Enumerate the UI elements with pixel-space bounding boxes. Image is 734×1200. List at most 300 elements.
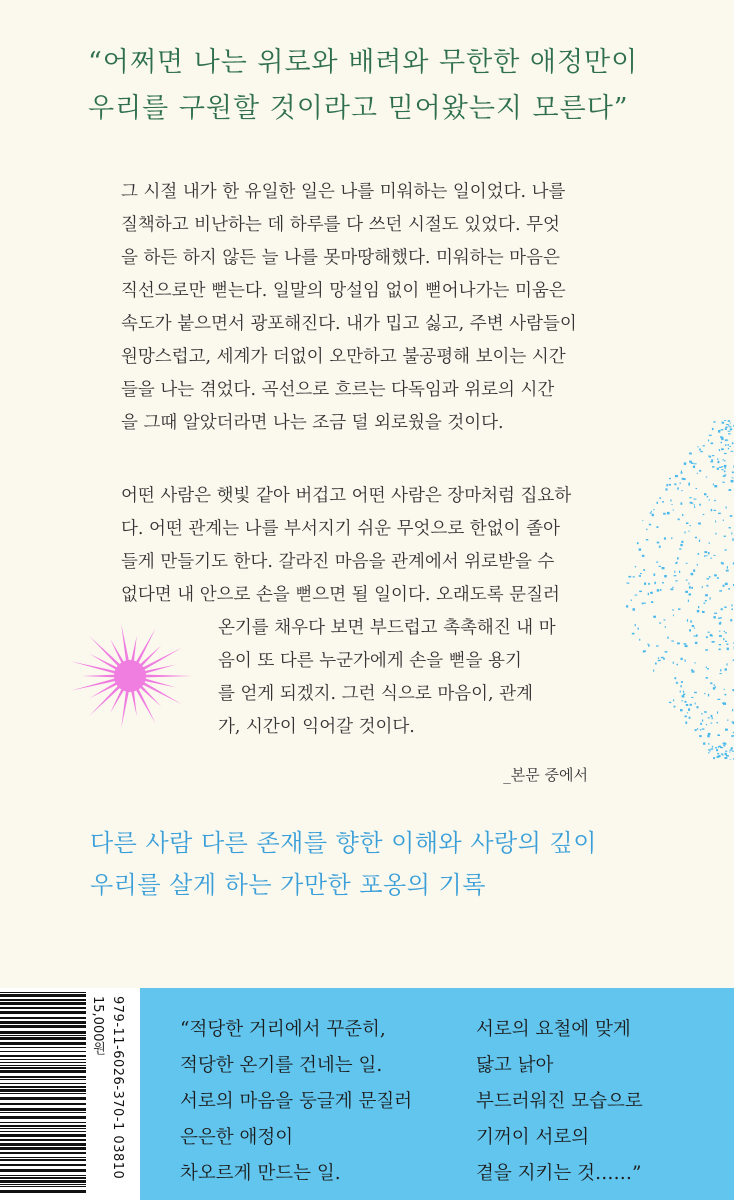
speckle bbox=[658, 657, 659, 659]
speckle bbox=[685, 716, 687, 718]
barcode-bar bbox=[0, 1152, 86, 1154]
speckle bbox=[719, 467, 721, 468]
excerpt-line: 들을 나는 겪었다. 곡선으로 흐르는 다독임과 위로의 시간 bbox=[121, 380, 555, 400]
speckle bbox=[689, 629, 691, 631]
speckle bbox=[674, 483, 676, 485]
speckle bbox=[706, 477, 707, 478]
barcode-bar bbox=[0, 1059, 86, 1060]
speckle bbox=[680, 544, 682, 546]
barcode-bar bbox=[0, 1011, 86, 1014]
speckle bbox=[728, 448, 729, 450]
speckle bbox=[719, 631, 720, 632]
speckle bbox=[694, 463, 697, 464]
barcode-bar bbox=[0, 1122, 86, 1123]
speckle bbox=[675, 580, 677, 581]
speckle bbox=[632, 633, 635, 635]
speckle bbox=[719, 746, 722, 748]
barcode-bar bbox=[0, 1131, 86, 1132]
speckle bbox=[731, 532, 732, 534]
barcode-bar bbox=[0, 1157, 86, 1158]
speckle bbox=[651, 511, 652, 513]
speckle bbox=[708, 632, 710, 633]
speckle bbox=[676, 682, 678, 683]
speckle bbox=[719, 449, 720, 451]
speckle bbox=[705, 649, 708, 651]
speckle bbox=[715, 747, 717, 749]
speckle bbox=[728, 431, 731, 432]
speckle bbox=[690, 704, 692, 706]
speckle bbox=[707, 668, 709, 670]
speckle bbox=[689, 583, 690, 585]
speckle bbox=[727, 440, 728, 441]
speckle bbox=[675, 475, 678, 477]
speckle bbox=[685, 722, 687, 724]
speckle bbox=[708, 752, 710, 753]
speckle bbox=[725, 729, 728, 731]
speckle bbox=[721, 429, 724, 430]
speckle bbox=[726, 755, 729, 757]
speckle bbox=[699, 540, 700, 542]
speckle bbox=[712, 746, 713, 748]
speckle bbox=[709, 435, 712, 436]
speckle bbox=[709, 576, 711, 578]
speckle bbox=[717, 734, 720, 736]
band-line: 서로의 마음을 둥글게 문질러 bbox=[180, 1091, 413, 1112]
speckle bbox=[689, 461, 692, 463]
speckle bbox=[721, 608, 723, 610]
speckle bbox=[710, 682, 712, 684]
speckle bbox=[714, 485, 717, 487]
barcode-bar bbox=[0, 1186, 86, 1187]
barcode-bar bbox=[0, 999, 86, 1001]
speckle bbox=[685, 660, 686, 662]
speckle bbox=[684, 532, 685, 534]
speckle bbox=[724, 631, 725, 633]
speckle bbox=[730, 428, 732, 430]
speckle bbox=[635, 624, 636, 626]
speckle bbox=[642, 555, 645, 557]
excerpt-line: 질책하고 비난하는 데 하루를 다 쓰던 시절도 있었다. 무엇 bbox=[121, 215, 560, 235]
barcode-bar bbox=[0, 1062, 86, 1063]
barcode-bar bbox=[0, 1089, 86, 1092]
speckle bbox=[711, 443, 714, 445]
speckle bbox=[691, 587, 693, 589]
speckle bbox=[665, 488, 667, 490]
speckle bbox=[725, 427, 726, 429]
speckle bbox=[681, 658, 683, 660]
speckle bbox=[728, 420, 730, 422]
speckle bbox=[639, 639, 640, 641]
speckle bbox=[706, 667, 707, 669]
speckle bbox=[732, 538, 734, 540]
speckle bbox=[690, 525, 692, 526]
speckle bbox=[730, 619, 732, 621]
speckle bbox=[695, 642, 698, 644]
speckle bbox=[723, 585, 725, 587]
speckle bbox=[679, 548, 681, 549]
speckle bbox=[698, 523, 701, 525]
barcode-bar bbox=[0, 1184, 86, 1185]
speckle bbox=[730, 760, 732, 761]
speckle bbox=[706, 724, 707, 725]
barcode-bar bbox=[0, 1042, 86, 1045]
speckle bbox=[679, 571, 680, 573]
speckle bbox=[723, 475, 726, 477]
speckle bbox=[726, 644, 728, 645]
speckle bbox=[714, 500, 716, 501]
barcode-bar bbox=[0, 1079, 86, 1080]
speckle bbox=[652, 514, 654, 517]
speckle bbox=[671, 537, 672, 539]
speckle bbox=[690, 502, 692, 504]
speckle bbox=[671, 504, 672, 505]
barcode-bar bbox=[0, 1007, 86, 1009]
speckle bbox=[640, 573, 642, 574]
barcode-bar bbox=[0, 1055, 86, 1057]
speckle bbox=[681, 541, 683, 543]
speckle bbox=[724, 471, 726, 473]
speckle bbox=[707, 578, 710, 579]
speckle bbox=[724, 420, 726, 421]
speckle bbox=[730, 422, 731, 423]
speckle bbox=[714, 684, 715, 686]
excerpt-line: 가, 시간이 익어갈 것이다. bbox=[218, 717, 415, 737]
speckle bbox=[650, 592, 652, 594]
excerpt-line: 원망스럽고, 세계가 더없이 오만하고 불공평해 보이는 시간 bbox=[121, 347, 566, 367]
speckle bbox=[732, 477, 733, 478]
band-line: 닳고 낡아 bbox=[476, 1055, 554, 1076]
speckle bbox=[711, 459, 713, 461]
speckle bbox=[673, 662, 674, 664]
speckle bbox=[689, 593, 692, 595]
speckle bbox=[689, 586, 691, 588]
speckle bbox=[691, 573, 694, 576]
speckle bbox=[670, 588, 673, 590]
speckle bbox=[707, 585, 709, 587]
speckle bbox=[702, 611, 705, 613]
speckle bbox=[725, 439, 727, 441]
speckle bbox=[646, 529, 647, 530]
barcode-bar bbox=[0, 1169, 86, 1172]
barcode-bar bbox=[0, 1103, 86, 1105]
speckle bbox=[648, 645, 650, 647]
speckle bbox=[703, 742, 705, 744]
speckle bbox=[637, 542, 639, 544]
speckle bbox=[706, 677, 708, 679]
speckle bbox=[730, 515, 733, 517]
speckle bbox=[700, 723, 702, 725]
speckle bbox=[657, 542, 660, 544]
speckle bbox=[723, 638, 724, 640]
speckle bbox=[710, 558, 712, 559]
excerpt-line: 없다면 내 안으로 손을 뻗으면 될 일이다. 오래도록 문질러 bbox=[121, 585, 560, 605]
band-line: 은은한 애정이 bbox=[180, 1127, 294, 1148]
speckle bbox=[656, 562, 658, 563]
speckle bbox=[682, 695, 685, 697]
speckle bbox=[725, 694, 727, 696]
barcode-bar bbox=[0, 1065, 86, 1066]
speckle bbox=[701, 713, 703, 714]
speckle bbox=[633, 576, 635, 577]
barcode-bar bbox=[0, 1025, 86, 1028]
speckle bbox=[659, 623, 661, 624]
speckle bbox=[678, 608, 681, 610]
speckle bbox=[722, 469, 724, 470]
speckle bbox=[705, 594, 708, 596]
excerpt-source: _본문 중에서 bbox=[503, 766, 588, 784]
speckle bbox=[712, 428, 714, 430]
speckle bbox=[651, 601, 653, 603]
speckle bbox=[663, 513, 666, 515]
speckle bbox=[697, 728, 698, 730]
excerpt-line: 다. 어떤 관계는 나를 부서지기 쉬운 무엇으로 한없이 졸아 bbox=[121, 519, 560, 539]
speckle bbox=[697, 473, 698, 474]
speckle bbox=[688, 484, 690, 486]
speckle bbox=[715, 533, 716, 535]
speckle bbox=[699, 504, 701, 506]
speckle bbox=[729, 751, 730, 752]
speckle bbox=[709, 499, 710, 500]
speckle bbox=[687, 712, 688, 713]
speckle bbox=[725, 549, 727, 550]
speckle bbox=[674, 575, 677, 576]
speckle bbox=[669, 478, 671, 479]
speckle bbox=[708, 694, 709, 697]
speckle bbox=[681, 681, 683, 683]
barcode-bar bbox=[0, 1086, 86, 1088]
speckle bbox=[708, 717, 710, 718]
pink-starburst-icon bbox=[60, 616, 200, 736]
speckle bbox=[674, 706, 676, 708]
speckle bbox=[713, 616, 715, 618]
speckle bbox=[721, 442, 723, 443]
speckle bbox=[639, 591, 642, 593]
band-line: 곁을 지키는 것……” bbox=[476, 1163, 642, 1184]
speckle bbox=[726, 751, 727, 752]
speckle bbox=[725, 583, 728, 585]
speckle bbox=[717, 753, 719, 755]
speckle bbox=[688, 708, 690, 710]
speckle bbox=[694, 692, 697, 693]
speckle bbox=[715, 521, 716, 523]
speckle bbox=[728, 433, 731, 434]
speckle bbox=[717, 458, 718, 460]
speckle bbox=[720, 617, 722, 618]
barcode-bar bbox=[0, 1143, 86, 1146]
speckle bbox=[672, 587, 673, 588]
speckle bbox=[717, 577, 719, 579]
speckle bbox=[659, 497, 661, 499]
speckle bbox=[678, 519, 680, 521]
speckle bbox=[664, 537, 666, 539]
speckle bbox=[657, 502, 659, 504]
speckle bbox=[693, 569, 695, 571]
excerpt-line: 온기를 채우다 보면 부드럽고 촉촉해진 내 마 bbox=[218, 618, 556, 638]
speckle bbox=[697, 564, 698, 566]
speckle bbox=[682, 700, 683, 702]
speckle bbox=[693, 499, 696, 500]
speckle bbox=[710, 461, 713, 462]
band-line: 부드러워진 모습으로 bbox=[476, 1091, 643, 1112]
speckle bbox=[699, 470, 701, 472]
barcode-bar bbox=[0, 1021, 86, 1024]
speckle bbox=[696, 634, 698, 636]
speckle bbox=[732, 709, 733, 711]
speckle bbox=[731, 747, 733, 749]
speckle bbox=[724, 460, 726, 461]
speckle bbox=[724, 453, 727, 454]
barcode-bar bbox=[0, 1070, 86, 1073]
speckle bbox=[685, 591, 688, 593]
speckle bbox=[684, 462, 686, 465]
speckle bbox=[667, 637, 668, 639]
speckle bbox=[708, 733, 711, 735]
speckle bbox=[677, 557, 679, 559]
barcode-bar bbox=[0, 1139, 86, 1141]
speckle bbox=[686, 522, 688, 524]
speckle bbox=[718, 432, 720, 433]
speckle bbox=[691, 697, 693, 698]
speckle bbox=[703, 445, 705, 446]
barcode-bar bbox=[0, 1159, 86, 1161]
speckle bbox=[730, 749, 732, 750]
speckle bbox=[727, 648, 729, 651]
speckle bbox=[703, 514, 705, 515]
speckle bbox=[689, 453, 692, 455]
speckle bbox=[719, 649, 721, 651]
speckle bbox=[648, 593, 649, 595]
speckle bbox=[661, 657, 664, 658]
band-quote-right bbox=[476, 1012, 643, 1192]
speckle bbox=[665, 651, 668, 653]
barcode-bar bbox=[0, 1147, 86, 1150]
tagline bbox=[90, 822, 690, 906]
speckle bbox=[650, 512, 652, 513]
speckle bbox=[722, 422, 725, 424]
speckle bbox=[702, 586, 703, 588]
speckle bbox=[666, 484, 668, 486]
speckle bbox=[672, 609, 673, 611]
speckle bbox=[697, 610, 700, 613]
speckle bbox=[689, 497, 691, 498]
speckle bbox=[708, 440, 709, 442]
barcode-bar bbox=[0, 1093, 86, 1094]
speckle bbox=[698, 553, 700, 555]
barcode-bar bbox=[0, 1083, 86, 1084]
speckle bbox=[725, 632, 727, 633]
speckle bbox=[655, 663, 657, 665]
speckle bbox=[721, 753, 723, 754]
band-line: 서로의 요철에 맞게 bbox=[476, 1019, 631, 1040]
speckle bbox=[726, 506, 727, 508]
speckle bbox=[727, 566, 728, 568]
speckle bbox=[724, 757, 727, 759]
speckle bbox=[659, 566, 662, 567]
speckle bbox=[719, 635, 722, 637]
speckle bbox=[731, 451, 734, 452]
speckle bbox=[700, 451, 703, 452]
speckle bbox=[702, 720, 703, 722]
speckle bbox=[684, 701, 686, 703]
speckle bbox=[713, 421, 715, 422]
speckle bbox=[683, 694, 685, 695]
speckle bbox=[654, 574, 656, 576]
speckle bbox=[647, 644, 648, 645]
excerpt-line: 를 얻게 되겠지. 그런 식으로 마음이, 관계 bbox=[218, 684, 533, 704]
speckle bbox=[642, 603, 644, 605]
speckle bbox=[654, 582, 656, 585]
speckle bbox=[681, 490, 682, 491]
barcode-bar bbox=[0, 1190, 86, 1193]
speckle bbox=[638, 628, 639, 630]
speckle bbox=[708, 743, 709, 745]
barcode-bar bbox=[0, 1031, 86, 1034]
speckle bbox=[626, 605, 628, 607]
speckle bbox=[681, 471, 682, 473]
speckle bbox=[724, 536, 726, 537]
speckle bbox=[673, 615, 674, 617]
speckle bbox=[680, 685, 681, 687]
speckle bbox=[667, 512, 670, 515]
speckle bbox=[712, 455, 715, 456]
speckle bbox=[669, 702, 672, 703]
speckle bbox=[723, 743, 725, 745]
speckle bbox=[719, 644, 721, 645]
speckle bbox=[694, 662, 696, 663]
barcode-bar bbox=[0, 1002, 86, 1005]
speckle bbox=[627, 583, 630, 584]
speckle bbox=[721, 448, 724, 450]
speckle bbox=[653, 616, 656, 618]
speckle bbox=[725, 753, 727, 755]
tagline-line-2: 우리를 살게 하는 가만한 포옹의 기록 bbox=[90, 871, 486, 899]
speckle bbox=[670, 500, 671, 502]
speckle bbox=[693, 466, 695, 468]
excerpt-line: 속도가 붙으면서 광포해진다. 내가 밉고 싫고, 주변 사람들이 bbox=[121, 314, 577, 334]
speckle bbox=[683, 478, 686, 480]
speckle bbox=[660, 589, 662, 591]
speckle bbox=[686, 580, 688, 581]
speckle bbox=[714, 510, 717, 511]
barcode-bar bbox=[0, 1067, 86, 1069]
speckle bbox=[717, 722, 719, 723]
speckle bbox=[648, 583, 650, 585]
barcode-bar bbox=[0, 1175, 86, 1176]
speckle bbox=[704, 493, 706, 495]
speckle bbox=[710, 635, 713, 637]
speckle bbox=[682, 514, 683, 516]
speckle bbox=[676, 562, 678, 563]
excerpt-line: 직선으로만 뻗는다. 일말의 망설임 없이 뻗어나가는 미움은 bbox=[121, 281, 566, 301]
speckle bbox=[708, 749, 710, 750]
speckle bbox=[724, 689, 725, 690]
speckle bbox=[699, 735, 702, 737]
barcode-bar bbox=[0, 1128, 86, 1129]
speckle bbox=[677, 664, 679, 666]
speckle bbox=[731, 609, 733, 611]
barcode-bar bbox=[0, 1125, 86, 1127]
speckle bbox=[643, 603, 646, 604]
speckle bbox=[673, 700, 674, 702]
band-line: 기꺼이 서로의 bbox=[476, 1127, 590, 1148]
speckle bbox=[722, 482, 725, 483]
speckle bbox=[694, 628, 695, 629]
speckle bbox=[664, 619, 666, 620]
excerpt-line: 어떤 사람은 햇빛 같아 버겁고 어떤 사람은 장마처럼 집요하 bbox=[121, 486, 572, 506]
speckle bbox=[677, 487, 679, 489]
speckle bbox=[680, 709, 683, 711]
speckle bbox=[726, 570, 729, 572]
